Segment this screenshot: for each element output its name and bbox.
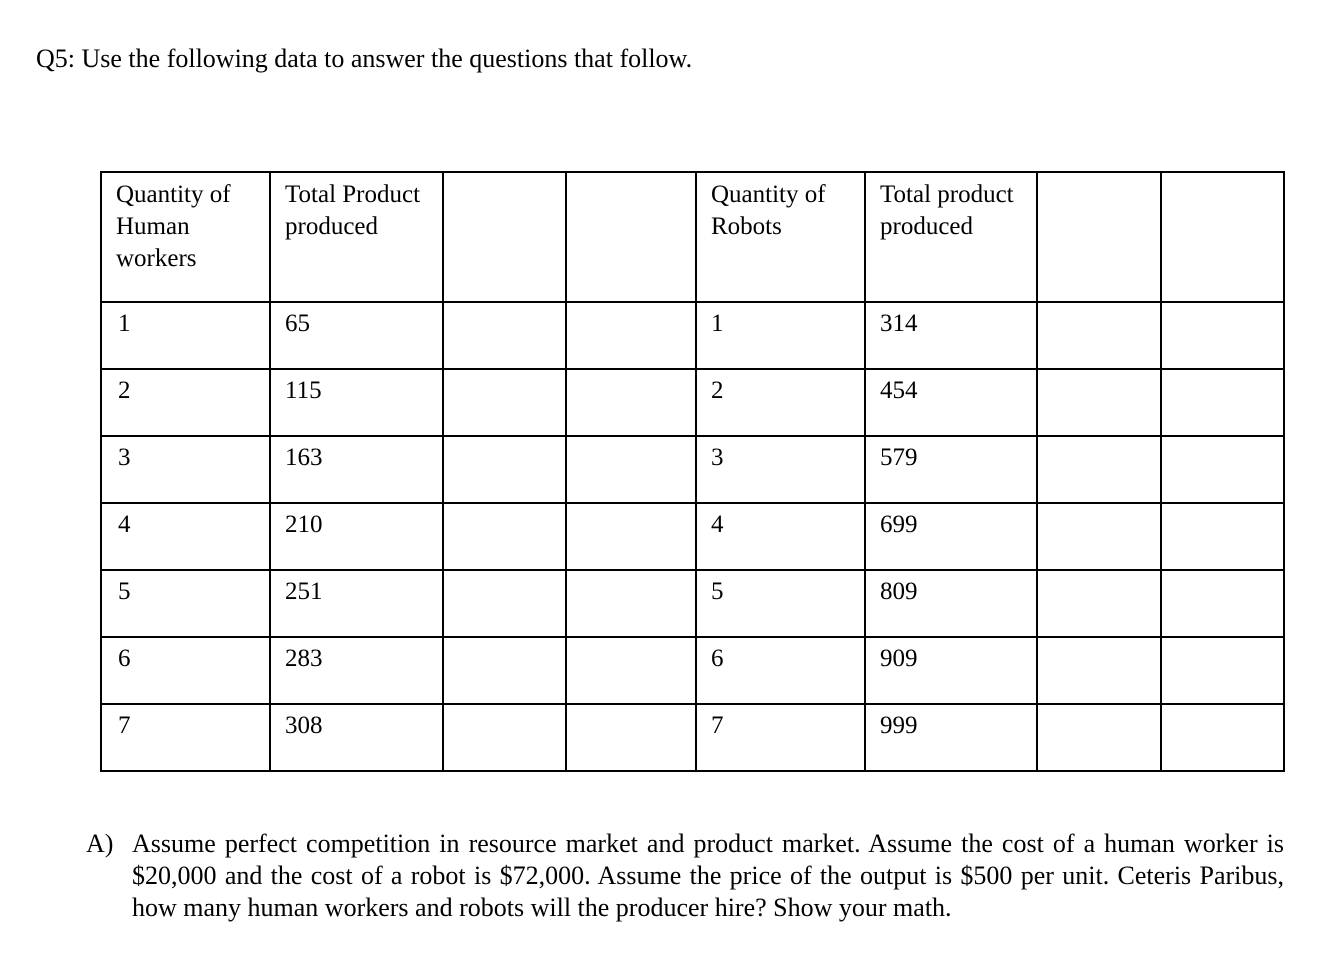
cell-blank (1161, 369, 1284, 436)
cell-blank (1161, 503, 1284, 570)
cell-blank (1161, 436, 1284, 503)
cell-blank (566, 436, 696, 503)
table-row (101, 503, 1284, 570)
table-row (101, 369, 1284, 436)
cell-blank (1037, 369, 1161, 436)
cell-robots: 4 (696, 503, 865, 570)
table-row (101, 570, 1284, 637)
production-table (100, 171, 1285, 772)
cell-blank (443, 637, 566, 704)
header-blank-3 (1037, 172, 1161, 302)
cell-human-total-product: 210 (270, 503, 443, 570)
cell-robots: 6 (696, 637, 865, 704)
question-title: Q5: Use the following data to answer the questions that follow. (36, 44, 693, 73)
cell-blank (1037, 503, 1161, 570)
table-row (101, 302, 1284, 369)
question-part-a (86, 828, 1284, 924)
cell-blank (1037, 436, 1161, 503)
cell-human-total-product: 65 (270, 302, 443, 369)
cell-robots: 2 (696, 369, 865, 436)
cell-blank (443, 302, 566, 369)
cell-robot-total-product: 999 (865, 704, 1037, 771)
cell-blank (566, 503, 696, 570)
cell-blank (566, 302, 696, 369)
cell-human-total-product: 163 (270, 436, 443, 503)
part-a-text: Assume perfect competition in resource market and product market. Assume the cost of a human worker is $20,000 and the cost of a robot is $72,000. Assume the price of the output is $500 per unit. Ceteris Paribus, how many human workers and robots will the producer hire? Show your math. (132, 829, 1284, 922)
table-row (101, 704, 1284, 771)
header-quantity-robots: Quantity of Robots (696, 172, 865, 302)
cell-robot-total-product: 809 (865, 570, 1037, 637)
table-row (101, 436, 1284, 503)
cell-human-workers: 5 (101, 570, 270, 637)
cell-blank (566, 570, 696, 637)
cell-blank (443, 570, 566, 637)
cell-human-total-product: 251 (270, 570, 443, 637)
cell-robot-total-product: 314 (865, 302, 1037, 369)
table-row (101, 637, 1284, 704)
cell-robots: 7 (696, 704, 865, 771)
header-quantity-human-workers: Quantity of Human workers (101, 172, 270, 302)
cell-blank (566, 369, 696, 436)
cell-blank (1161, 637, 1284, 704)
header-blank-2 (566, 172, 696, 302)
cell-robots: 5 (696, 570, 865, 637)
cell-blank (1037, 302, 1161, 369)
cell-robot-total-product: 909 (865, 637, 1037, 704)
cell-human-total-product: 308 (270, 704, 443, 771)
cell-human-workers: 1 (101, 302, 270, 369)
cell-blank (443, 704, 566, 771)
header-blank-4 (1161, 172, 1284, 302)
cell-human-workers: 6 (101, 637, 270, 704)
table-header-row (101, 172, 1284, 302)
cell-robots: 1 (696, 302, 865, 369)
cell-blank (443, 503, 566, 570)
cell-blank (1161, 302, 1284, 369)
cell-blank (443, 436, 566, 503)
cell-blank (1037, 570, 1161, 637)
cell-blank (1161, 570, 1284, 637)
cell-human-total-product: 115 (270, 369, 443, 436)
cell-human-workers: 4 (101, 503, 270, 570)
cell-robot-total-product: 454 (865, 369, 1037, 436)
cell-blank (566, 637, 696, 704)
cell-human-workers: 3 (101, 436, 270, 503)
cell-robot-total-product: 699 (865, 503, 1037, 570)
cell-robot-total-product: 579 (865, 436, 1037, 503)
header-total-product-produced-robots: Total product produced (865, 172, 1037, 302)
cell-blank (443, 369, 566, 436)
cell-human-total-product: 283 (270, 637, 443, 704)
header-blank-1 (443, 172, 566, 302)
cell-human-workers: 2 (101, 369, 270, 436)
cell-blank (566, 704, 696, 771)
cell-blank (1037, 637, 1161, 704)
header-total-product-produced-humans: Total Product produced (270, 172, 443, 302)
cell-robots: 3 (696, 436, 865, 503)
cell-human-workers: 7 (101, 704, 270, 771)
cell-blank (1037, 704, 1161, 771)
part-a-label: A) (86, 829, 114, 858)
cell-blank (1161, 704, 1284, 771)
